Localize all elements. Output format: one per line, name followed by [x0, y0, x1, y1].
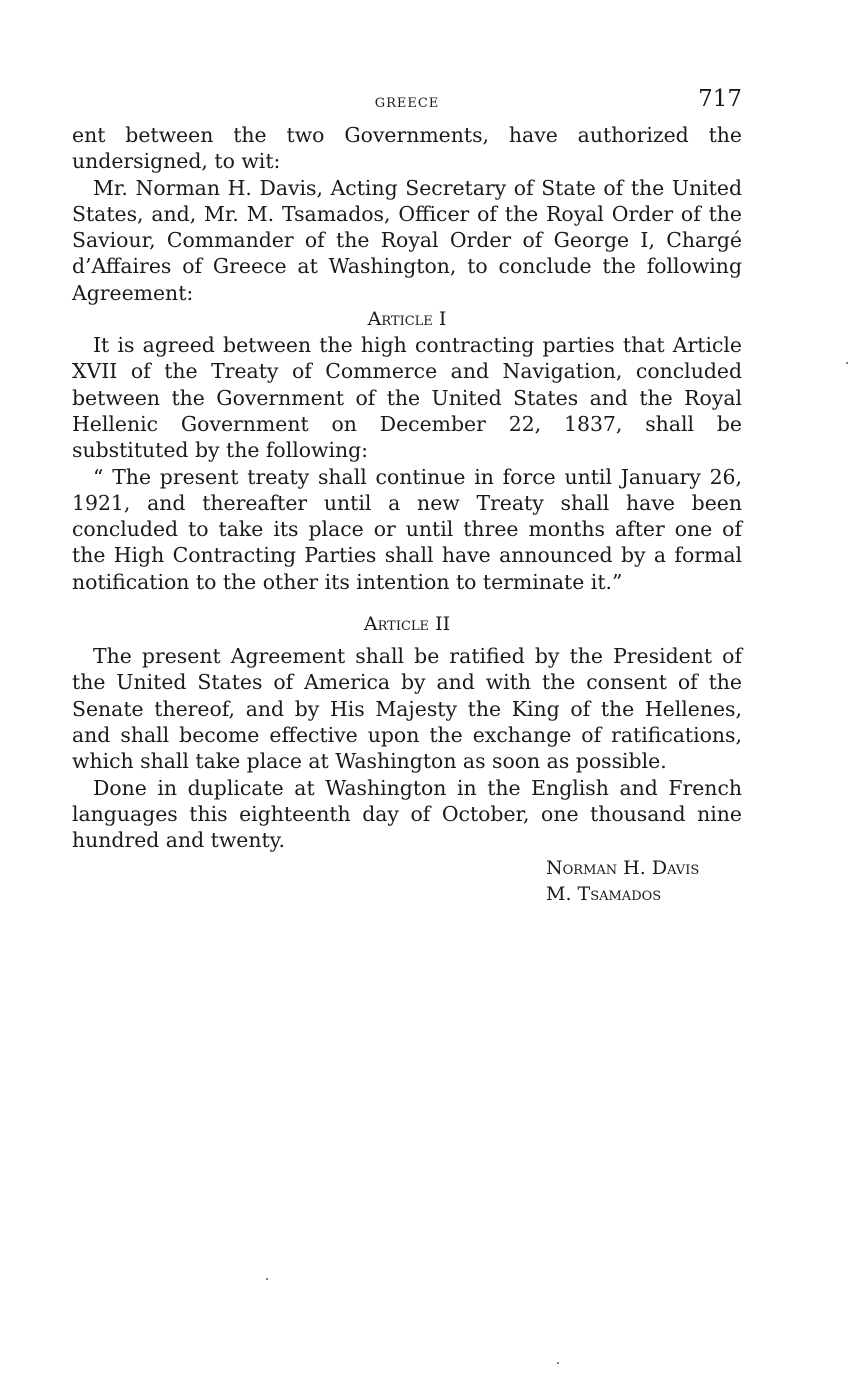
signature-davis: Norman H. Davis — [546, 857, 700, 880]
paragraph-parties: Mr. Norman H. Davis, Acting Secretary of State of the United States, and, Mr. M. Tsamados, Officer of the Royal Order of the Saviour, Commander of the Royal Order of George I, Chargé d’Affaires of Greece at Washington, to conclude the following Agreement: — [72, 175, 742, 305]
paragraph-article-2: The present Agreement shall be ratified by the President of the United States of America by and with the consent of the Senate thereof, and by His Majesty the King of the Hellenes, and shall become effective upon the exchange of ratifications, which shall take place at Washington as soon as possible. — [72, 644, 742, 774]
page-number: 717 — [698, 86, 742, 112]
signature-tsamados: M. Tsamados — [546, 883, 662, 906]
paragraph-article-1: It is agreed between the high contracting parties that Article XVII of the Treaty of Commerce and Navigation, concluded between the Government of the United States and the Royal Hellenic Government on December 22, 1837, shall be substituted by the following: — [72, 333, 742, 463]
running-title: GREECE — [374, 96, 440, 111]
article-2-heading: Article II — [363, 613, 451, 636]
scan-speck — [266, 1278, 268, 1280]
scan-speck — [557, 1362, 559, 1364]
article-1-heading: Article I — [367, 308, 447, 331]
paragraph-quoted-treaty: “ The present treaty shall continue in force until January 26, 1921, and thereafter until a new Treaty shall have been concluded to take its place or until three months after one of the High Contracting Parties shall have announced by a formal notification to the other its intention to terminate it.” — [72, 464, 742, 594]
paragraph-done-in-duplicate: Done in duplicate at Washington in the English and French languages this eighteenth day of October, one thousand nine hundred and twenty. — [72, 775, 742, 853]
scan-speck — [846, 362, 848, 364]
running-head — [72, 86, 742, 122]
paragraph-continuation: ent between the two Governments, have authorized the undersigned, to wit: — [72, 123, 742, 174]
page-content — [72, 86, 742, 907]
signature-block — [546, 855, 742, 907]
